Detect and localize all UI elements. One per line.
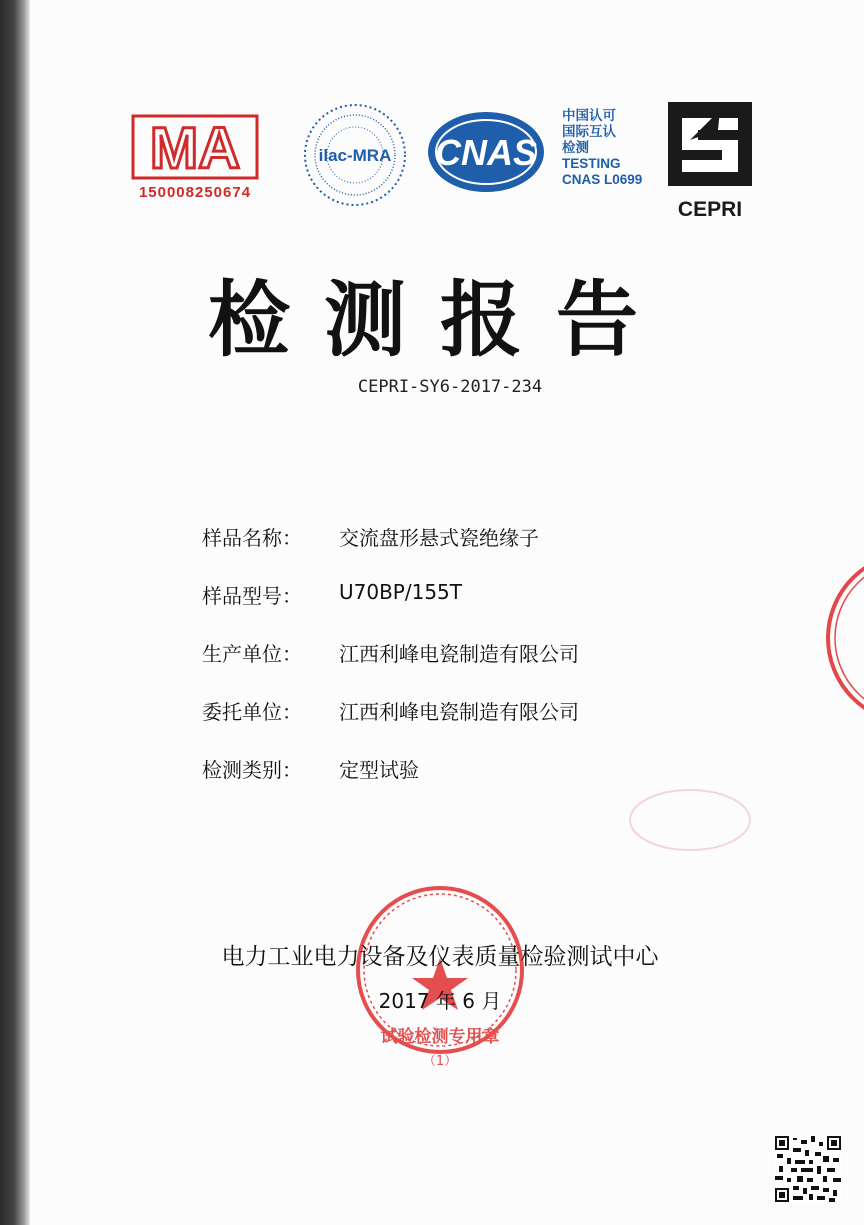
cnas-line: CNAS L0699: [562, 172, 643, 187]
faint-stamp-bleedthrough: [620, 780, 760, 860]
field-label: 样品名称：: [202, 526, 302, 550]
cnas-line: TESTING: [562, 156, 621, 171]
seal-number: （1）: [422, 1054, 458, 1069]
report-title: 检测报告: [207, 273, 672, 368]
field-value: 江西利峰电瓷制造有限公司: [339, 700, 579, 724]
cnas-recognition-text: [562, 108, 672, 188]
issuer-name: 电力工业电力设备及仪表质量检验测试中心: [221, 944, 659, 970]
field-label: 样品型号：: [202, 584, 302, 608]
cma-code: 150008250674: [138, 184, 252, 201]
ilac-mark-text: ilac-MRA: [318, 146, 392, 165]
field-label: 生产单位：: [202, 642, 302, 666]
cma-mark: [125, 110, 265, 190]
official-seal: [350, 880, 530, 1075]
issue-date: 2017 年 6 月: [378, 989, 502, 1013]
cepri-label: CEPRI: [677, 198, 743, 221]
seal-bottom-text: 试验检测专用章: [380, 1027, 500, 1047]
field-value: 交流盘形悬式瓷绝缘子: [339, 526, 539, 550]
cnas-line: 检测: [562, 140, 589, 155]
cnas-logo: [425, 108, 547, 196]
field-label: 检测类别：: [202, 758, 302, 782]
field-label: 委托单位：: [202, 700, 302, 724]
cnas-line: 国际互认: [562, 124, 616, 139]
report-number: CEPRI-SY6-2017-234: [357, 377, 543, 397]
field-value: 江西利峰电瓷制造有限公司: [339, 642, 579, 666]
cma-logo: [125, 110, 265, 210]
field-value: 定型试验: [339, 758, 419, 782]
qr-code: [775, 1136, 841, 1202]
ilac-mra-logo: [300, 100, 410, 210]
field-value: U70BP/155T: [339, 580, 462, 604]
accreditation-logos: [125, 100, 765, 230]
partial-seal-edge: [818, 548, 864, 728]
cnas-mark-text: CNAS: [434, 132, 538, 173]
cma-mark-text: MA: [149, 116, 241, 181]
scan-binding-edge: [0, 0, 30, 1225]
cnas-line: 中国认可: [562, 108, 616, 123]
